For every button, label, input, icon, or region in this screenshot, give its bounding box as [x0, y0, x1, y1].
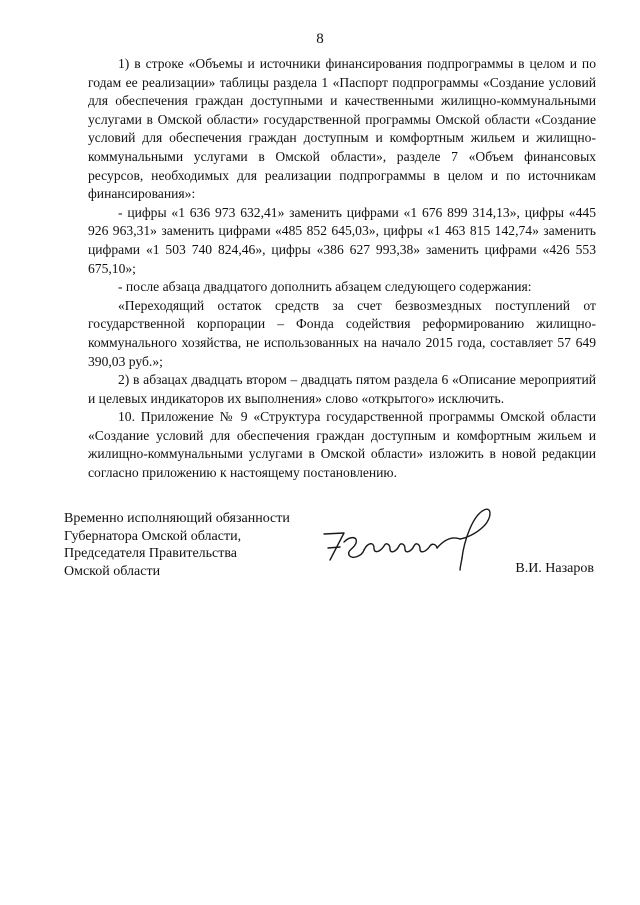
handwritten-signature: [314, 492, 494, 572]
paragraph-insert-instruction: - после абзаца двадцатого дополнить абзацем следующего содержания:: [118, 279, 532, 295]
signer-position-line: Омской области: [64, 563, 161, 579]
paragraph-item-10: 10. Приложение № 9 «Структура государственной программы Омской области «Создание условий для обеспечения граждан доступным и комфортным жильем и жилищно-коммунальными услугами в Омской области» изложить в новой редакции согласно приложению к настоящему постановлению.: [88, 409, 596, 481]
paragraph-figure-replacements: - цифры «1 636 973 632,41» заменить цифрами «1 676 899 314,13», цифры «445 926 963,31» заменить цифрами «485 852 645,03», цифры «1 463 815 142,74» заменить цифрами «1 503 740 824,46», цифры «386 627 993,38» заменить цифрами «426 553 675,10»;: [88, 204, 596, 276]
signer-position-line: Временно исполняющий обязанности: [64, 511, 290, 526]
signer-position-line: Председателя Правительства: [64, 546, 238, 561]
document-body: [88, 55, 596, 483]
signer-name: В.И. Назаров: [515, 561, 594, 576]
signature-block: [64, 510, 594, 580]
page-number: 8: [316, 31, 324, 47]
paragraph-amendment-2: 2) в абзацах двадцать втором – двадцать пятом раздела 6 «Описание мероприятий и целевых индикаторов их выполнения» слово «открытого» исключить.: [88, 372, 596, 406]
paragraph-inserted-text: «Переходящий остаток средств за счет безвозмездных поступлений от государственной корпорации – Фонда содействия реформированию жилищно-коммунального хозяйства, не использованных на начало 2015 года, составляет 57 649 390,03 руб.»;: [88, 297, 596, 369]
signer-position: [64, 510, 290, 580]
signer-position-line: Губернатора Омской области,: [64, 528, 242, 544]
paragraph-amendment-1: 1) в строке «Объемы и источники финансирования подпрограммы в целом и по годам ее реализации» таблицы раздела 1 «Паспорт подпрограммы «Создание условий для обеспечения граждан доступными и качественными жилищно-коммунальными услугами в Омской области» государственной программы Омской области «Создание условий для обеспечения граждан доступным и комфортным жильем и жилищно-коммунальными услугами в Омской области», разделе 7 «Объем финансовых ресурсов, необходимых для реализации подпрограммы в целом и по источникам финансирования»:: [88, 56, 596, 202]
